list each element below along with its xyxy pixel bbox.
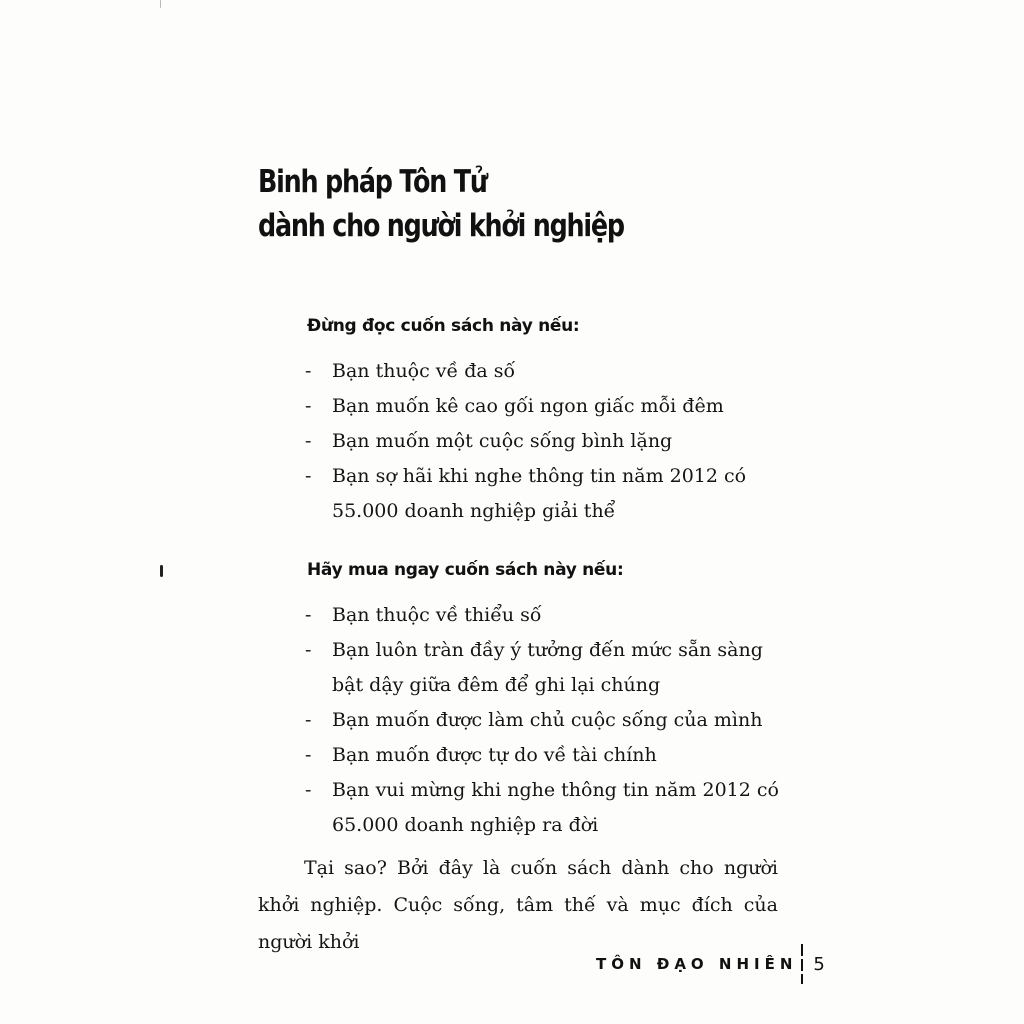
list-item: [305, 738, 795, 773]
list-dash: -: [305, 709, 312, 731]
spine-mark: [160, 565, 163, 577]
running-head: TÔN ĐẠO NHIÊN: [596, 955, 798, 973]
chapter-title-line-1: Binh pháp Tôn Tử: [258, 164, 487, 200]
list-item: [305, 354, 795, 389]
list-item-text: Bạn vui mừng khi nghe thông tin năm 2012 có 65.000 doanh nghiệp ra đời: [332, 779, 779, 836]
list-dash: -: [305, 604, 312, 626]
page-footer: [596, 944, 825, 984]
list-item: [305, 633, 795, 703]
list-dash: -: [305, 779, 312, 801]
section-heading-buy-now: Hãy mua ngay cuốn sách này nếu:: [307, 560, 624, 580]
spine-mark-top: [160, 0, 161, 8]
section-heading-dont-read: Đừng đọc cuốn sách này nếu:: [307, 316, 580, 336]
list-item-text: Bạn thuộc về đa số: [332, 360, 516, 382]
list-item-text: Bạn luôn tràn đầy ý tưởng đến mức sẵn sàng bật dậy giữa đêm để ghi lại chúng: [332, 639, 763, 696]
list-item: [305, 773, 795, 843]
list-item: [305, 389, 795, 424]
list-item-text: Bạn muốn được tự do về tài chính: [332, 744, 657, 766]
list-dash: -: [305, 639, 312, 661]
list-item-text: Bạn thuộc về thiểu số: [332, 604, 542, 626]
list-item-text: Bạn muốn kê cao gối ngon giấc mỗi đêm: [332, 395, 724, 417]
list-item: [305, 703, 795, 738]
list-item: [305, 598, 795, 633]
list-dash: -: [305, 744, 312, 766]
list-dash: -: [305, 395, 312, 417]
chapter-title: [258, 160, 624, 248]
list-item-text: Bạn sợ hãi khi nghe thông tin năm 2012 có 55.000 doanh nghiệp giải thể: [332, 465, 747, 522]
list-item: [305, 459, 795, 529]
dont-read-list: [305, 354, 795, 529]
chapter-title-line-2: dành cho người khởi nghiệp: [258, 208, 624, 244]
list-item-text: Bạn muốn được làm chủ cuộc sống của mình: [332, 709, 763, 731]
footer-divider: [801, 944, 803, 984]
list-dash: -: [305, 430, 312, 452]
list-dash: -: [305, 360, 312, 382]
list-dash: -: [305, 465, 312, 487]
page-number: 5: [813, 953, 825, 975]
list-item-text: Bạn muốn một cuộc sống bình lặng: [332, 430, 673, 452]
body-paragraph: Tại sao? Bởi đây là cuốn sách dành cho người khởi nghiệp. Cuộc sống, tâm thế và mục đích của người khởi: [258, 857, 778, 953]
list-item: [305, 424, 795, 459]
buy-now-list: [305, 598, 795, 843]
